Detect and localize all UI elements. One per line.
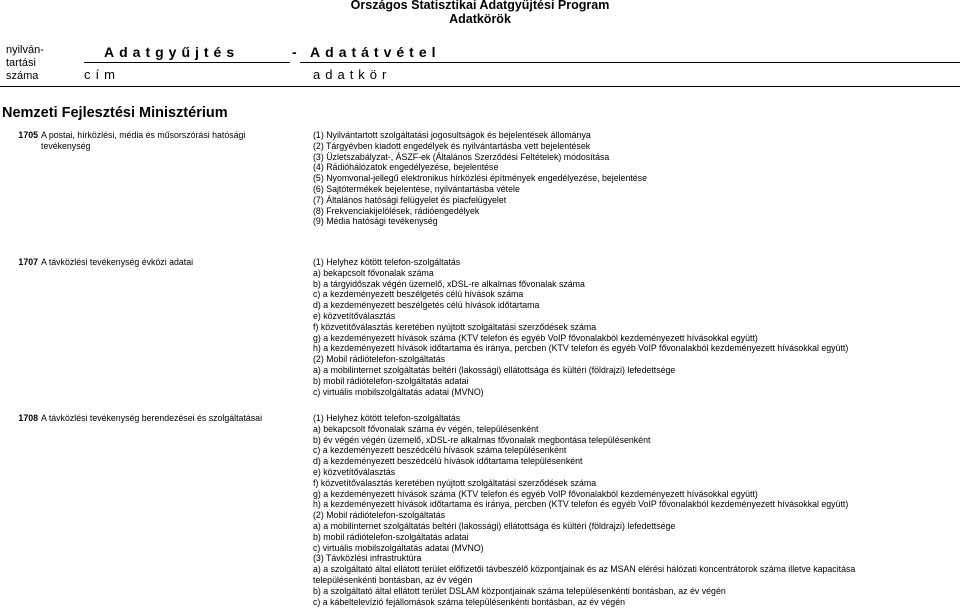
- data-item-line: c) virtuális mobilszolgáltatás adatai (MVNO): [313, 542, 484, 553]
- data-scope-column-header: adatkör: [313, 67, 392, 82]
- ministry-name: Nemzeti Fejlesztési Minisztérium: [2, 105, 228, 121]
- header-bottom-rule: [0, 86, 960, 87]
- data-item-line: (3) Távközlési infrastruktúra: [313, 553, 422, 564]
- collection-header: Adatgyűjtés: [104, 44, 240, 60]
- data-item-line: (4) Rádióhálózatok engedélyezése, bejelentése: [313, 162, 499, 173]
- data-item-line: g) a kezdeményezett hívások száma (KTV telefon és egyéb VoIP fővonalakból kezdeményezett hívásokkal együtt): [313, 488, 758, 499]
- header-divider-left: [84, 62, 290, 63]
- register-number-label: nyilván- tartási száma: [6, 44, 44, 82]
- data-item-line: (5) Nyomvonal-jellegű elektronikus hírközlési építmények engedélyezése, bejelentése: [313, 173, 647, 184]
- header-divider-right: [300, 62, 960, 63]
- data-item-line: (6) Sajtótermékek bejelentése, nyilvántartásba vétele: [313, 183, 520, 194]
- data-item-line: e) közvetítőválasztás: [313, 466, 396, 477]
- data-item-line: (1) Helyhez kötött telefon-szolgáltatás: [313, 413, 461, 423]
- data-item-line: (2) Tárgyévben kiadott engedélyek és nyilvántartásba vett bejelentések: [313, 140, 591, 151]
- data-item-line: (1) Helyhez kötött telefon-szolgáltatás: [313, 257, 461, 267]
- data-item-line: (1) Nyilvántartott szolgáltatási jogosultságok és bejelentések állománya: [313, 130, 591, 140]
- entry-code: 1707: [18, 257, 38, 267]
- transfer-header: - Adatátvétel: [292, 44, 441, 60]
- data-item-line: d) a kezdeményezett beszédcélú hívások időtartama településenként: [313, 456, 583, 467]
- data-item-line: f) közvetítőválasztás keretében nyújtott szolgáltatási szerződések száma: [313, 477, 597, 488]
- data-item-line: (7) Általános hatósági felügyelet és piacfelügyelet: [313, 194, 507, 205]
- data-item-line: c) a kábeltelevízió fejállomások száma településenkénti bontásban, az év végén: [313, 596, 625, 607]
- entry-items: [313, 130, 647, 227]
- data-item-line: c) a kezdeményezett beszélgetés célú hívások száma: [313, 289, 524, 300]
- entry-code: 1708: [18, 413, 38, 423]
- data-item-line: h) a kezdeményezett hívások időtartama és iránya, percben (KTV telefon és egyéb VoIP fővonalakból kezdeményezett hívásokkal együtt): [313, 343, 849, 354]
- data-item-line: (2) Mobil rádiótelefon-szolgáltatás: [313, 510, 446, 521]
- data-item-line: b) a szolgáltató által ellátott terület DSLAM központjainak száma településenkénti bontásban, az év végén: [313, 585, 726, 596]
- entry-label: A postai, hírközlési, média és műsorszórási hatósági tevékenység: [41, 130, 246, 151]
- data-item-line: a) a szolgáltató által ellátott terület előfizetői távbeszélő központjainak és az MSAN elérési hálózati koncentrátorok száma illetve kapacitása: [313, 564, 856, 575]
- data-item-line: e) közvetítőválasztás: [313, 310, 396, 321]
- data-item-line: b) a tárgyidőszak végén üzemelő, xDSL-re alkalmas fővonalak száma: [313, 278, 585, 289]
- title-column-header: cím: [84, 67, 120, 82]
- entry-items: [313, 413, 855, 607]
- data-item-line: a) a mobilinternet szolgáltatás beltéri (lakossági) ellátottsága és kültéri (földrajzi) lefedettsége: [313, 364, 676, 375]
- data-item-line: (8) Frekvenciakijelölések, rádióengedélyek: [313, 205, 480, 216]
- data-item-line: településenkénti bontásban, az év végén: [313, 574, 473, 585]
- data-item-line: f) közvetítőválasztás keretében nyújtott szolgáltatási szerződések száma: [313, 321, 597, 332]
- entry-code: 1705: [18, 130, 38, 140]
- data-item-line: b) mobil rádiótelefon-szolgáltatás adatai: [313, 531, 469, 542]
- data-item-line: d) a kezdeményezett beszélgetés célú hívások időtartama: [313, 300, 540, 311]
- data-item-line: (2) Mobil rádiótelefon-szolgáltatás: [313, 354, 446, 365]
- data-item-line: a) a mobilinternet szolgáltatás beltéri (lakossági) ellátottsága és kültéri (földrajzi) lefedettsége: [313, 520, 676, 531]
- entry-items: [313, 257, 848, 397]
- data-item-line: (3) Üzletszabályzat-, ÁSZF-ek (Általános Szerződési Feltételek) módosítása: [313, 151, 610, 162]
- data-item-line: b) év végén végén üzemelő, xDSL-re alkalmas fővonalak megbontása településenként: [313, 434, 651, 445]
- data-item-line: c) a kezdeményezett beszédcélú hívások száma településenként: [313, 445, 567, 456]
- document-title: Országos Statisztikai Adatgyűjtési Program: [350, 0, 610, 12]
- data-item-line: (9) Média hatósági tevékenység: [313, 216, 438, 227]
- entry-label: A távközlési tevékenység évközi adatai: [41, 257, 194, 267]
- data-item-line: c) virtuális mobilszolgáltatás adatai (MVNO): [313, 386, 484, 397]
- data-item-line: h) a kezdeményezett hívások időtartama és iránya, percben (KTV telefon és egyéb VoIP fővonalakból kezdeményezett hívásokkal együtt): [313, 499, 849, 510]
- register-number-header: [6, 44, 66, 83]
- data-item-line: a) bekapcsolt fővonalak száma: [313, 267, 434, 278]
- data-item-line: g) a kezdeményezett hívások száma (KTV telefon és egyéb VoIP fővonalakból kezdeményezett hívásokkal együtt): [313, 332, 758, 343]
- data-item-line: b) mobil rádiótelefon-szolgáltatás adatai: [313, 375, 469, 386]
- data-item-line: a) bekapcsolt fővonalak száma év végén, településenként: [313, 423, 539, 434]
- document-subtitle: Adatkörök: [449, 12, 511, 26]
- entry-label: A távközlési tevékenység berendezései és szolgáltatásai: [41, 413, 263, 423]
